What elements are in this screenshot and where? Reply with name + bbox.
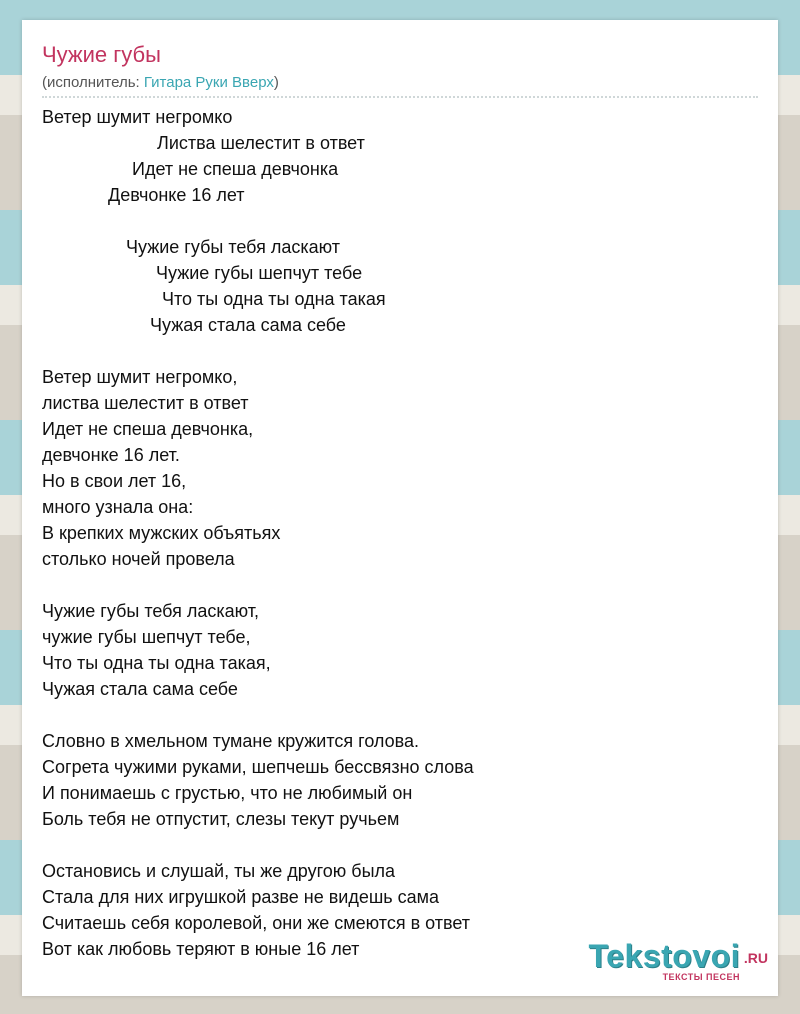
artist-link[interactable]: Гитара Руки Вверх xyxy=(143,74,274,91)
stanza-gap xyxy=(42,338,752,364)
lyric-line: много узнала она: xyxy=(42,497,194,517)
lyric-line: Идет не спеша девчонка, xyxy=(42,419,254,439)
lyric-line: Вот как любовь теряют в юные 16 лет xyxy=(42,939,360,959)
lyric-line: Девчонке 16 лет xyxy=(108,185,245,205)
header-divider xyxy=(42,96,758,98)
lyric-line: листва шелестит в ответ xyxy=(42,393,249,413)
subtitle-suffix: ) xyxy=(273,74,279,91)
lyric-line: Согрета чужими руками, шепчешь бессвязно слова xyxy=(42,757,474,777)
lyric-line: девчонке 16 лет. xyxy=(42,445,180,465)
lyric-line: Словно в хмельном тумане кружится голова. xyxy=(42,731,420,751)
stanza-gap xyxy=(42,702,752,728)
lyric-line: Боль тебя не отпустит, слезы текут ручьем xyxy=(42,809,400,829)
lyric-line: И понимаешь с грустью, что не любимый он xyxy=(42,783,413,803)
stanza-gap xyxy=(42,572,752,598)
lyric-line: столько ночей провела xyxy=(42,549,235,569)
lyric-line: Чужие губы тебя ласкают, xyxy=(42,601,259,621)
stanza-gap xyxy=(42,208,752,234)
subtitle-prefix: (исполнитель: xyxy=(42,74,144,91)
logo-tagline: ТЕКСТЫ ПЕСЕН xyxy=(662,972,740,982)
lyric-line: Чужие губы тебя ласкают xyxy=(126,237,340,257)
lyric-line: Но в свои лет 16, xyxy=(42,471,187,491)
lyrics-text xyxy=(42,104,752,962)
lyrics-card xyxy=(22,20,778,996)
lyric-line: Чужая стала сама себе xyxy=(150,315,346,335)
lyric-line: Считаешь себя королевой, они же смеются в ответ xyxy=(42,913,471,933)
song-subtitle xyxy=(42,74,279,91)
lyric-line: Чужие губы шепчут тебе xyxy=(156,263,363,283)
stanza-gap xyxy=(42,832,752,858)
lyric-line: Стала для них игрушкой разве не видешь сама xyxy=(42,887,440,907)
lyric-line: Ветер шумит негромко, xyxy=(42,367,238,387)
lyric-line: Ветер шумит негромко xyxy=(42,107,233,127)
lyric-line: Идет не спеша девчонка xyxy=(132,159,339,179)
site-logo[interactable] xyxy=(570,938,770,986)
song-title: Чужие губы xyxy=(42,42,161,67)
lyric-line: В крепких мужских объятьях xyxy=(42,523,281,543)
logo-name: Tekstovoi xyxy=(588,938,740,974)
lyric-line: Что ты одна ты одна такая xyxy=(162,289,386,309)
lyric-line: чужие губы шепчут тебе, xyxy=(42,627,251,647)
lyric-line: Остановись и слушай, ты же другою была xyxy=(42,861,396,881)
logo-tld: .RU xyxy=(743,950,768,966)
lyric-line: Что ты одна ты одна такая, xyxy=(42,653,271,673)
lyric-line: Чужая стала сама себе xyxy=(42,679,238,699)
lyric-line: Листва шелестит в ответ xyxy=(157,133,365,153)
